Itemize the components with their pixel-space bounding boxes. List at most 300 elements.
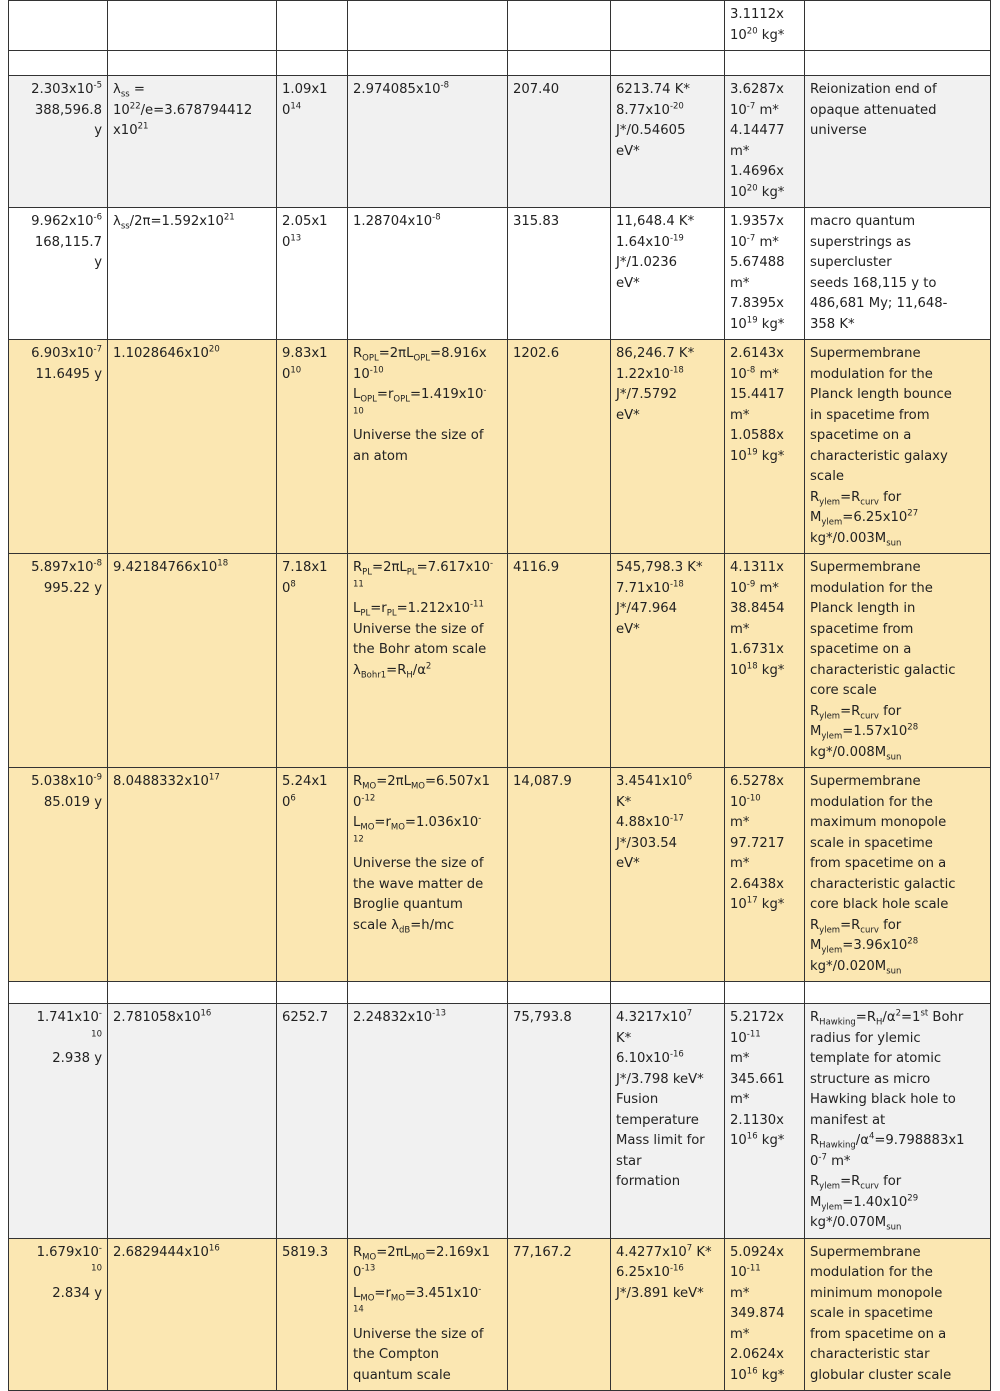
text-run: 10 — [730, 1030, 747, 1046]
cell-line — [810, 1325, 985, 1346]
subscript: MO — [410, 1252, 425, 1263]
cell-line — [730, 854, 799, 875]
cell-line — [353, 640, 502, 661]
cell-description — [805, 208, 991, 340]
cell-description — [805, 1238, 991, 1391]
text-run: Broglie quantum — [353, 897, 463, 912]
cell-line — [730, 834, 799, 855]
data-table — [8, 0, 991, 1391]
cell-line — [513, 212, 605, 233]
text-run: 6213.74 K* — [616, 82, 690, 97]
cell-temperature-energy — [611, 1238, 725, 1391]
superscript: 28 — [907, 722, 919, 733]
cell-length-mass — [725, 76, 805, 208]
superscript: 10 — [91, 1263, 102, 1274]
superscript: -11 — [746, 1029, 761, 1040]
text-run: R — [810, 489, 820, 505]
superscript: - — [490, 558, 494, 569]
text-run: 4.3217x10 — [616, 1010, 687, 1025]
cell-line — [513, 1008, 605, 1029]
cell-line — [113, 101, 271, 122]
text-run: kg* — [757, 662, 785, 678]
text-run: L — [353, 815, 361, 830]
text-run: kg*/0.003M — [810, 530, 887, 546]
cell-line — [730, 426, 799, 447]
superscript: 18 — [217, 558, 229, 569]
text-run: 75,793.8 — [513, 1010, 572, 1025]
cell-line — [14, 212, 102, 233]
text-run: 14,087.9 — [513, 774, 572, 789]
table-cell-empty — [108, 51, 277, 76]
cell-line — [810, 508, 985, 529]
text-run: R — [353, 560, 363, 575]
cell-column-5 — [508, 1004, 611, 1239]
superscript: -7 — [818, 1152, 827, 1163]
superscript: 19 — [746, 447, 758, 458]
text-run: 10 — [113, 102, 130, 118]
superscript: 18 — [746, 661, 758, 672]
superscript: 16 — [746, 1131, 758, 1142]
text-run: 1.679x10 — [36, 1244, 99, 1260]
table-cell-empty — [508, 51, 611, 76]
subscript: OPL — [362, 353, 379, 364]
cell-time — [9, 1004, 108, 1239]
cell-line — [730, 212, 799, 233]
text-run: m* — [730, 1285, 750, 1301]
superscript: -10 — [746, 793, 761, 804]
text-run: 2.24832x10 — [353, 1010, 433, 1025]
cell-line — [113, 344, 271, 365]
text-run: 1.0588x — [730, 428, 784, 443]
cell-wavelength — [108, 1004, 277, 1239]
text-run: Planck length bounce — [810, 387, 952, 402]
text-run: =r — [374, 1285, 391, 1301]
text-run: 2.974085x10 — [353, 82, 441, 97]
cell-line — [616, 854, 719, 875]
text-run: 349.874 — [730, 1306, 785, 1321]
cell-line — [282, 579, 342, 600]
cell-line — [810, 1111, 985, 1132]
table-cell-empty — [805, 51, 991, 76]
cell-line — [730, 558, 799, 579]
cell-line — [616, 813, 719, 834]
text-run: universe — [810, 123, 867, 138]
text-run: 0 — [810, 1153, 819, 1169]
cell-line — [14, 558, 102, 579]
spacer-row — [9, 51, 991, 76]
cell-wavelength — [108, 1238, 277, 1391]
subscript: OPL — [393, 394, 410, 405]
cell-radius — [348, 208, 508, 340]
subscript: OPL — [413, 353, 431, 364]
table-row — [9, 554, 991, 768]
text-run: 0 — [282, 102, 291, 118]
cell-line — [353, 854, 502, 875]
text-run: modulation for the — [810, 1265, 933, 1280]
cell-line — [14, 1243, 102, 1264]
text-run: m* — [755, 102, 779, 118]
text-run: for — [878, 917, 902, 933]
cell-line — [730, 579, 799, 600]
text-run: spacetime from — [810, 621, 914, 637]
cell-time — [9, 208, 108, 340]
text-run: Universe the size of — [353, 621, 484, 637]
text-run: J*/3.798 keV* — [616, 1071, 704, 1087]
cell-line — [810, 722, 985, 743]
cell-line — [810, 558, 985, 579]
text-run: 6.25x10 — [616, 1265, 670, 1280]
cell-wavelength — [108, 340, 277, 554]
text-run: 38.8454 — [730, 601, 785, 616]
cell-line — [810, 121, 985, 142]
table-cell-empty — [611, 51, 725, 76]
text-run: 10 — [730, 184, 747, 200]
cell-line — [810, 365, 985, 386]
superscript: 7 — [686, 1008, 693, 1019]
subscript: MO — [410, 781, 425, 792]
text-run: kg* — [757, 27, 785, 43]
text-run: Universe the size of — [353, 428, 484, 443]
text-run: 10 — [730, 580, 747, 596]
cell-line — [616, 1008, 719, 1029]
cell-line — [113, 1243, 271, 1264]
table-row — [9, 1238, 991, 1391]
cell-line — [616, 1131, 719, 1152]
text-run: modulation for the — [810, 794, 933, 810]
superscript: 10 — [290, 365, 302, 376]
cell-line — [810, 1131, 985, 1152]
cell-line — [810, 426, 985, 447]
text-run: 5.0924x — [730, 1244, 784, 1260]
superscript: 20 — [746, 26, 758, 37]
cell-line — [616, 101, 719, 122]
table-cell-empty — [277, 982, 348, 1004]
cell-time — [9, 554, 108, 768]
text-run: m* — [730, 407, 750, 423]
cell-line — [810, 344, 985, 365]
cell-line — [730, 1008, 799, 1029]
text-run: =R — [840, 703, 861, 719]
text-run: kg* — [757, 316, 785, 332]
cell-line — [616, 406, 719, 427]
table-row — [9, 76, 991, 208]
text-run: 77,167.2 — [513, 1244, 572, 1260]
superscript: 20 — [746, 183, 758, 194]
cell-column-3 — [277, 1004, 348, 1239]
cell-line — [282, 1243, 342, 1264]
superscript: -11 — [746, 1263, 761, 1274]
text-run: 7.8395x — [730, 296, 784, 311]
text-run: =8.916x — [430, 346, 487, 361]
text-run: 10 — [730, 1367, 747, 1383]
subscript: ylem — [819, 925, 841, 936]
cell-line — [810, 447, 985, 468]
text-run: 4.88x10 — [616, 815, 670, 830]
cell-length-mass — [725, 768, 805, 982]
text-run: =7.617x10 — [416, 560, 491, 575]
superscript: 2 — [895, 1008, 901, 1019]
text-run: spacetime on a — [810, 428, 912, 443]
text-run: m* — [730, 275, 750, 291]
table-cell-empty — [725, 982, 805, 1004]
cell-line — [616, 274, 719, 295]
cell-radius — [348, 1, 508, 51]
cell-line — [730, 26, 799, 47]
superscript: -9 — [746, 579, 756, 590]
superscript: 17 — [746, 895, 758, 906]
subscript: PL — [386, 608, 397, 619]
text-run: 1.22x10 — [616, 366, 670, 382]
cell-line — [282, 233, 342, 254]
cell-line — [810, 1263, 985, 1284]
cell-line — [14, 1284, 102, 1305]
text-run: 5.897x10 — [31, 560, 94, 575]
subscript: OPL — [360, 394, 377, 405]
superscript: -9 — [93, 772, 102, 783]
subscript: sun — [886, 1222, 902, 1233]
cell-line — [810, 681, 985, 702]
text-run: K* — [692, 1244, 712, 1260]
cell-line — [113, 772, 271, 793]
superscript: - — [98, 1008, 102, 1019]
subscript: sun — [886, 538, 902, 549]
text-run: K* — [616, 1030, 632, 1046]
text-run: eV* — [616, 407, 640, 423]
text-run: = — [129, 82, 145, 97]
cell-line — [810, 1152, 985, 1173]
text-run: the Bohr atom scale — [353, 642, 487, 657]
cell-line — [810, 1345, 985, 1366]
cell-time — [9, 1238, 108, 1391]
superscript: 27 — [907, 508, 919, 519]
cell-line — [810, 212, 985, 233]
text-run: modulation for the — [810, 580, 933, 596]
text-run: 1.09x1 — [282, 82, 328, 97]
cell-line — [14, 80, 102, 101]
superscript: -18 — [669, 579, 684, 590]
cell-line — [810, 875, 985, 896]
text-run: =2.169x1 — [424, 1244, 490, 1260]
subscript: Hawking — [819, 1140, 856, 1151]
superscript: st — [920, 1008, 929, 1019]
cell-line — [730, 183, 799, 204]
text-run: Supermembrane — [810, 1244, 921, 1260]
text-run: =R — [840, 489, 861, 505]
cell-line — [282, 365, 342, 386]
text-run: 10 — [730, 448, 747, 464]
superscript: 14 — [353, 1304, 364, 1315]
text-run: 486,681 My; 11,648- — [810, 296, 948, 311]
subscript: ylem — [819, 1181, 841, 1192]
cell-column-5 — [508, 1238, 611, 1391]
superscript: -13 — [432, 1008, 447, 1019]
superscript: - — [478, 813, 482, 824]
subscript: H — [876, 1017, 883, 1028]
text-run: characteristic star — [810, 1347, 930, 1362]
table-row — [9, 768, 991, 982]
cell-line — [810, 1172, 985, 1193]
text-run: 0 — [282, 794, 291, 810]
superscript: 10 — [353, 406, 364, 417]
text-run: characteristic galactic — [810, 876, 956, 892]
text-run: =1.036x10 — [404, 815, 479, 830]
text-run: minimum monopole — [810, 1285, 943, 1301]
text-run: 2.781058x10 — [113, 1010, 201, 1025]
cell-line — [353, 813, 502, 834]
text-run: supercluster — [810, 255, 892, 270]
text-run: globular cluster scale — [810, 1367, 952, 1383]
cell-line — [353, 1284, 502, 1305]
text-run: 207.40 — [513, 82, 560, 97]
subscript: sun — [886, 966, 902, 977]
cell-line — [14, 1049, 102, 1070]
cell-line — [14, 1008, 102, 1029]
cell-line — [616, 793, 719, 814]
cell-line — [730, 294, 799, 315]
cell-line — [810, 1049, 985, 1070]
text-run: =1.419x10 — [409, 387, 484, 402]
cell-line — [14, 793, 102, 814]
text-run: Planck length in — [810, 601, 916, 616]
subscript: curv — [860, 497, 879, 508]
cell-line — [616, 1284, 719, 1305]
text-run: =R — [386, 662, 407, 678]
cell-description — [805, 554, 991, 768]
text-run: J*/1.0236 — [616, 255, 678, 270]
text-run: m* — [730, 1326, 750, 1342]
text-run: eV* — [616, 275, 640, 291]
cell-line — [810, 936, 985, 957]
text-run: =r — [376, 387, 394, 402]
cell-line — [810, 1213, 985, 1234]
cell-line — [616, 385, 719, 406]
table-cell-empty — [277, 51, 348, 76]
cell-line — [113, 212, 271, 233]
text-run: for — [878, 1174, 902, 1189]
text-run: =R — [840, 1174, 861, 1189]
text-run: 8.0488332x10 — [113, 774, 209, 789]
text-run: 86,246.7 K* — [616, 346, 695, 361]
text-run: =2πL — [378, 346, 414, 361]
cell-length-mass — [725, 208, 805, 340]
cell-line — [730, 315, 799, 336]
cell-line — [730, 1263, 799, 1284]
cell-temperature-energy — [611, 1, 725, 51]
text-run: Supermembrane — [810, 560, 921, 575]
superscript: -7 — [746, 233, 756, 244]
cell-column-5 — [508, 768, 611, 982]
superscript: 28 — [907, 936, 919, 947]
cell-line — [810, 488, 985, 509]
text-run: opaque attenuated — [810, 102, 937, 118]
superscript: 21 — [223, 212, 235, 223]
text-run: J*/7.5792 — [616, 387, 678, 402]
cell-line — [353, 1263, 502, 1284]
superscript: 12 — [353, 834, 364, 845]
cell-time — [9, 76, 108, 208]
text-run: 6.10x10 — [616, 1051, 670, 1066]
text-run: 315.83 — [513, 214, 560, 229]
cell-line — [810, 640, 985, 661]
cell-line — [353, 406, 502, 427]
cell-line — [810, 101, 985, 122]
text-run: eV* — [616, 621, 640, 637]
text-run: λ — [113, 82, 121, 97]
text-run: 1.6731x — [730, 642, 784, 657]
cell-line — [353, 772, 502, 793]
cell-temperature-energy — [611, 768, 725, 982]
text-run: y — [94, 255, 102, 270]
cell-length-mass — [725, 1, 805, 51]
text-run: M — [810, 724, 822, 739]
table-row — [9, 208, 991, 340]
cell-line — [353, 1008, 502, 1029]
text-run: =2πL — [376, 774, 411, 789]
text-run: 2.0624x — [730, 1347, 784, 1362]
text-run: 1.9357x — [730, 214, 784, 229]
text-run: Mass limit for — [616, 1133, 705, 1148]
table-cell-empty — [9, 51, 108, 76]
superscript: - — [483, 385, 487, 396]
cell-column-3 — [277, 554, 348, 768]
cell-line — [730, 1366, 799, 1387]
cell-line — [113, 1008, 271, 1029]
text-run: superstrings as — [810, 234, 912, 250]
text-run: M — [810, 938, 822, 953]
cell-line — [810, 599, 985, 620]
text-run: 2.834 y — [52, 1285, 102, 1301]
text-run: L — [353, 387, 361, 402]
cell-radius — [348, 554, 508, 768]
cell-line — [730, 344, 799, 365]
cell-radius — [348, 1238, 508, 1391]
cell-line — [282, 772, 342, 793]
superscript: -12 — [361, 793, 376, 804]
cell-line — [353, 385, 502, 406]
cell-line — [810, 661, 985, 682]
text-run: 3.4541x10 — [616, 774, 687, 789]
text-run: 5819.3 — [282, 1244, 329, 1260]
cell-line — [810, 834, 985, 855]
subscript: PL — [360, 608, 371, 619]
text-run: 0 — [353, 1265, 362, 1280]
text-run: 1.1028646x10 — [113, 346, 209, 361]
cell-line — [730, 1325, 799, 1346]
cell-temperature-energy — [611, 554, 725, 768]
cell-column-5 — [508, 554, 611, 768]
text-run: =2πL — [376, 1244, 411, 1260]
superscript: -20 — [669, 101, 684, 112]
cell-line — [730, 447, 799, 468]
cell-line — [810, 1243, 985, 1264]
text-run: 2.6829444x10 — [113, 1244, 209, 1260]
text-run: 3.6287x — [730, 82, 784, 97]
text-run: m* — [730, 621, 750, 637]
text-run: scale in spacetime — [810, 835, 933, 851]
cell-temperature-energy — [611, 76, 725, 208]
text-run: kg*/0.070M — [810, 1215, 887, 1230]
text-run: 0 — [282, 366, 291, 382]
subscript: ylem — [821, 945, 843, 956]
cell-line — [730, 1243, 799, 1264]
cell-line — [810, 1029, 985, 1050]
cell-wavelength — [108, 554, 277, 768]
cell-line — [513, 344, 605, 365]
text-run: 10 — [353, 366, 370, 382]
cell-line — [282, 1008, 342, 1029]
subscript: MO — [390, 1293, 405, 1304]
text-run: in spacetime from — [810, 407, 930, 423]
